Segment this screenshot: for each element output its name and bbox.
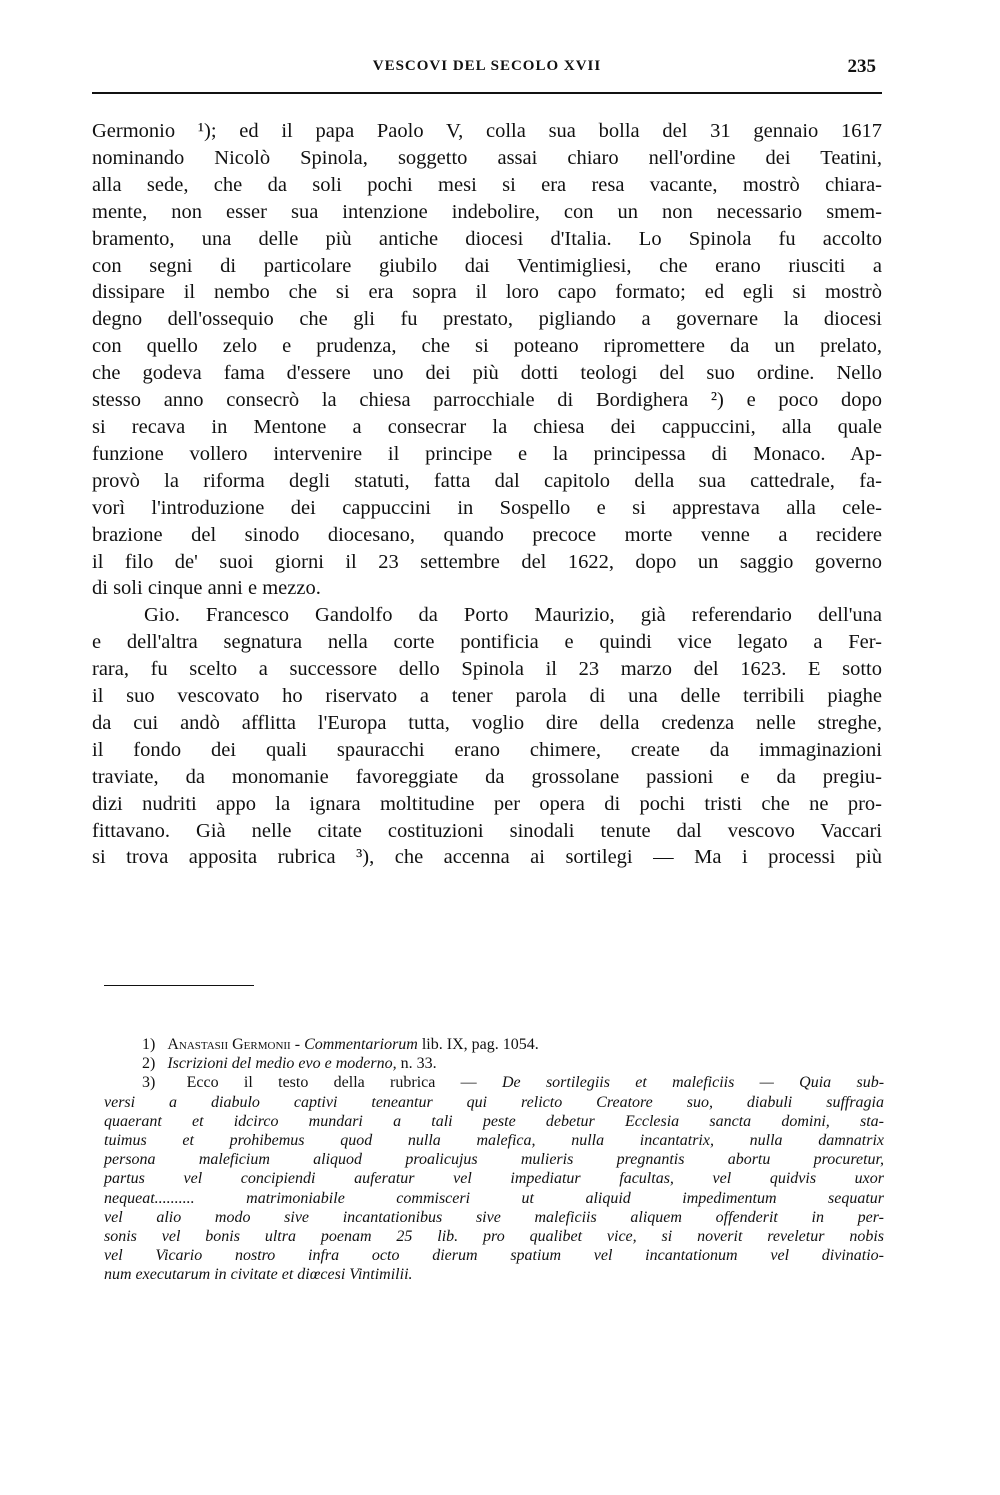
paragraph-2 <box>92 602 882 871</box>
text-line: degno dell'ossequio che gli fu prestato, pigliando a governare la diocesi <box>92 308 882 331</box>
footnote-rule <box>104 985 254 986</box>
footnote-line: num executarum in civitate et diœcesi Vintimilii. <box>104 1266 413 1284</box>
footnote-number: 3) <box>142 1074 156 1092</box>
footnote-line: nequeat.......... matrimoniabile commisceri ut aliquid impedimentum sequatur <box>104 1189 884 1207</box>
text-line: funzione vollero intervenire il principe e la principessa di Monaco. Ap- <box>92 442 882 465</box>
running-head <box>92 56 882 84</box>
text-line: da cui andò afflitta l'Europa tutta, voglio dire della credenza nelle streghe, <box>92 711 882 734</box>
text-line: traviate, da monomanie favoreggiate da grossolane passioni e da pregiu- <box>92 765 882 788</box>
text-line: il fondo dei quali spauracchi erano chimere, create da immaginazioni <box>92 738 882 761</box>
text-line: con quello zelo e prudenza, che si poteano ripromettere da un prelato, <box>92 335 882 358</box>
text-line: nominando Nicolò Spinola, soggetto assai chiaro nell'ordine dei Teatini, <box>92 146 882 169</box>
footnote-number: 2) <box>142 1055 156 1073</box>
footnote-line: persona maleficium aliquod proalicujus mulieris pregnantis abortu procuretur, <box>104 1151 884 1169</box>
footnotes <box>104 1035 884 1285</box>
footnote-line: tuimus et prohibemus quod nulla malefica, nulla incantatrix, nulla damnatrix <box>104 1132 884 1150</box>
footnote-line: sonis vel bonis ultra poenam 25 lib. pro qualibet vice, si noverit reveletur nobis <box>104 1228 884 1246</box>
header-rule <box>92 92 882 94</box>
text-line: dissipare il nembo che si era sopra il loro capo formato; ed egli si mostrò <box>92 281 882 304</box>
footnote-3 <box>104 1073 884 1284</box>
footnote-lead: Ecco il testo della rubrica — <box>186 1074 477 1092</box>
footnote-line: vel alio modo sive incantationibus sive maleficiis aliquem offenderit in per- <box>104 1208 884 1226</box>
text-line: con segni di particolare giubilo dai Ventimigliesi, che erano riusciti a <box>92 254 882 277</box>
text-line: di soli cinque anni e mezzo. <box>92 577 321 600</box>
footnote-line: vel Vicario nostro infra octo dierum spatium vel incantationum vel divinatio- <box>104 1247 884 1265</box>
footnote-1 <box>104 1035 884 1054</box>
footnote-line: partus vel concipiendi auferatur vel impediatur facultas, vel quidvis uxor <box>104 1170 884 1188</box>
footnote-title: Iscrizioni del medio evo e moderno, <box>167 1055 397 1073</box>
text-line: si trova apposita rubrica ³), che accenna ai sortilegi — Ma i processi più <box>92 846 882 869</box>
footnote-line: quaerant et idcirco mundari a tali peste debetur Ecclesia sancta domini, sta- <box>104 1112 884 1130</box>
footnote-line <box>104 1073 884 1092</box>
text-line: il suo vescovato ho riservato a tener parola di una delle terribili piaghe <box>92 685 882 708</box>
footnote-2 <box>104 1054 884 1073</box>
text-line: provò la riforma degli statuti, fatta dal capitolo della sua cattedrale, fa- <box>92 469 882 492</box>
text-line: brazione del sinodo diocesano, quando precoce morte venne a recidere <box>92 523 882 546</box>
text-line: che godeva fama d'essere uno dei più dotti teologi del suo ordine. Nello <box>92 362 882 385</box>
text-line: vorì l'introduzione dei cappuccini in Sospello e si apprestava alla cele- <box>92 496 882 519</box>
text-line: alla sede, che da soli pochi mesi si era resa vacante, mostrò chiara- <box>92 173 882 196</box>
text-line: stesso anno consecrò la chiesa parrocchiale di Bordighera ²) e poco dopo <box>92 389 882 412</box>
running-title: VESCOVI DEL SECOLO XVII <box>372 58 602 74</box>
text-line: mente, non esser sua intenzione indebolire, con un non necessario smem- <box>92 200 882 223</box>
text-line: dizi nudriti appo la ignara moltitudine per opera di pochi tristi che ne pro- <box>92 792 882 815</box>
text-line: il filo de' suoi giorni il 23 settembre del 1622, dopo un saggio governo <box>92 550 882 573</box>
text-line: e dell'altra segnatura nella corte pontificia e quindi vice legato a Fer- <box>92 631 882 654</box>
text-line: fittavano. Già nelle citate costituzioni sinodali tenute dal vescovo Vaccari <box>92 819 882 842</box>
text-line: bramento, una delle più antiche diocesi d'Italia. Lo Spinola fu accolto <box>92 227 882 250</box>
footnote-quote: De sortilegiis et maleficiis — Quia sub- <box>501 1074 885 1092</box>
footnote-separator: - <box>290 1036 305 1053</box>
footnote-title: Commentariorum <box>304 1036 418 1053</box>
footnote-reference: lib. IX, pag. 1054. <box>417 1036 539 1053</box>
text-line: rara, fu scelto a successore dello Spinola il 23 marzo del 1623. E sotto <box>92 658 882 681</box>
page-number: 235 <box>847 56 876 77</box>
text-line: Germonio ¹); ed il papa Paolo V, colla sua bolla del 31 gennaio 1617 <box>92 120 882 142</box>
footnote-number: 1) <box>142 1036 156 1053</box>
text-line: si recava in Mentone a consecrar la chiesa dei cappuccini, alla quale <box>92 415 882 438</box>
paragraph-1 <box>92 118 882 602</box>
footnote-author: Anastasii Germonii <box>167 1036 291 1053</box>
text-line: Gio. Francesco Gandolfo da Porto Maurizio, già referendario dell'una <box>144 604 882 627</box>
footnote-line: versi a diabulo captivi teneantur qui relicto Creatore suo, diabuli suffragia <box>104 1093 884 1111</box>
footnote-reference: n. 33. <box>396 1055 437 1073</box>
main-text <box>92 118 882 871</box>
